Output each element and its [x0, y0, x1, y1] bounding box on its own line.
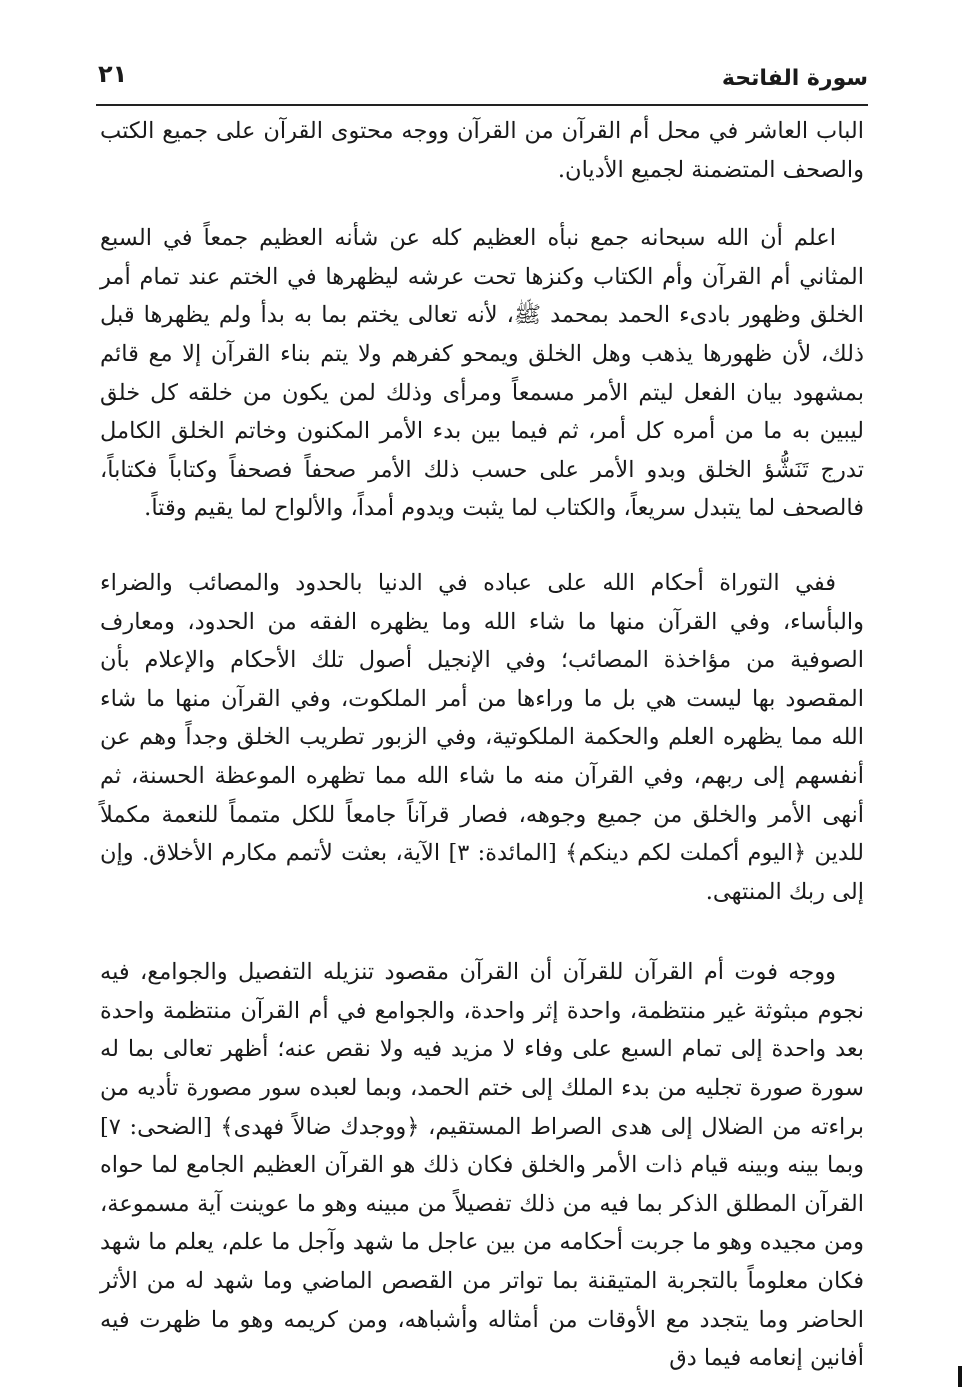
body-text	[100, 112, 864, 1378]
page-number: ٢١	[98, 60, 128, 88]
scan-edge-mark	[958, 1366, 962, 1387]
paragraph-3: ووجه فوت أم القرآن للقرآن أن القرآن مقصود تنزيله التفصيل والجوامع، فيه نجوم مبثوثة غير منتظمة، واحدة إثر واحدة، والجوامع في أم القرآن منتظمة واحدة بعد واحدة إلى تمام السبع على وفاء لا مزيد فيه ولا نقص عنه؛ أظهر تعالى بما له سورة صورة تجليه من بدء الملك إلى ختم الحمد، وبما لعبده سور مصورة تأديه من براءته من الضلال إلى هدى الصراط المستقيم، ﴿ووجدك ضالاً فهدى﴾ [الضحى: ٧] وبما بينه وبينه قيام ذات الأمر والخلق فكان ذلك هو القرآن العظيم الجامع لما حواه القرآن المطلق الذكر بما فيه من ذلك تفصيلاً من مبينه وهو ما عوينت آية مسموعة، ومن مجيده وهو ما جربت أحكامه من بين عاجل ما شهد وآجل ما علم، يعلم ما شهد فكان معلوماً بالتجربة المتيقنة بما تواتر من القصص الماضي وما شهد له من الأثر الحاضر وما يتجدد مع الأوقات من أمثاله وأشباهه، ومن كريمه وهو ما ظهرت فيه أفانين إنعامه فيما دق	[100, 959, 864, 1372]
running-title: سورة الفاتحة	[721, 66, 868, 91]
page-header	[94, 58, 868, 98]
paragraph-1: اعلم أن الله سبحانه جمع نبأه العظيم كله عن شأنه العظيم جمعاً في السبع المثاني أم القرآن وأم الكتاب وكنزها تحت عرشه ليظهرها في الختم عند تمام أمر الخلق وظهور بادىء الحمد بمحمد ﷺ، لأنه تعالى يختم بما به بدأ ولم يظهرها قبل ذلك، لأن ظهورها يذهب وهل الخلق ويمحو كفرهم ولا يتم بناء القرآن إلا مع قائم بمشهود بيان الفعل ليتم الأمر مسمعاً ومرأى وذلك لمن يكون من خلقه كل خلق ليبين به ما من أمره كل أمر، ثم فيما بين بدء الأمر المكنون وخاتم الخلق الكامل تدرج تَنَشُّؤ الخلق وبدو الأمر على حسب ذلك الأمر صحفاً فصحفاً وكتاباً فكتاباً، فالصحف لما يتبدل سريعاً، والكتاب لما يثبت ويدوم أمداً، والألواح لما يقيم وقتاً.	[100, 225, 864, 522]
paragraph-2: ففي التوراة أحكام الله على عباده في الدنيا بالحدود والمصائب والضراء والبأساء، وفي القرآن منها ما شاء الله وما يظهره الفقه من الحدود، ومعارف الصوفية من مؤاخذة المصائب؛ وفي الإنجيل أصول تلك الأحكام والإعلام بأن المقصود بها ليست هي بل ما وراءها من أمر الملكوت، وفي القرآن منها ما شاء الله مما يظهره العلم والحكمة الملكوتية، وفي الزبور تطريب الخلق وجداً وهم عن أنفسهم إلى ربهم، وفي القرآن منه ما شاء الله مما تظهره الموعظة الحسنة، ثم أنهى الأمر والخلق من جميع وجوهه، فصار قرآناً جامعاً للكل متمماً للنعمة مكملاً للدين ﴿اليوم أكملت لكم دينكم﴾ [المائدة: ٣] الآية، بعثت لأتمم مكارم الأخلاق. وإن إلى ربك المنتهى.	[100, 569, 864, 905]
header-rule	[96, 104, 868, 106]
section-heading: الباب العاشر في محل أم القرآن من القرآن ووجه محتوى القرآن على جميع الكتب والصحف المتضمنة لجميع الأديان.	[100, 118, 864, 183]
